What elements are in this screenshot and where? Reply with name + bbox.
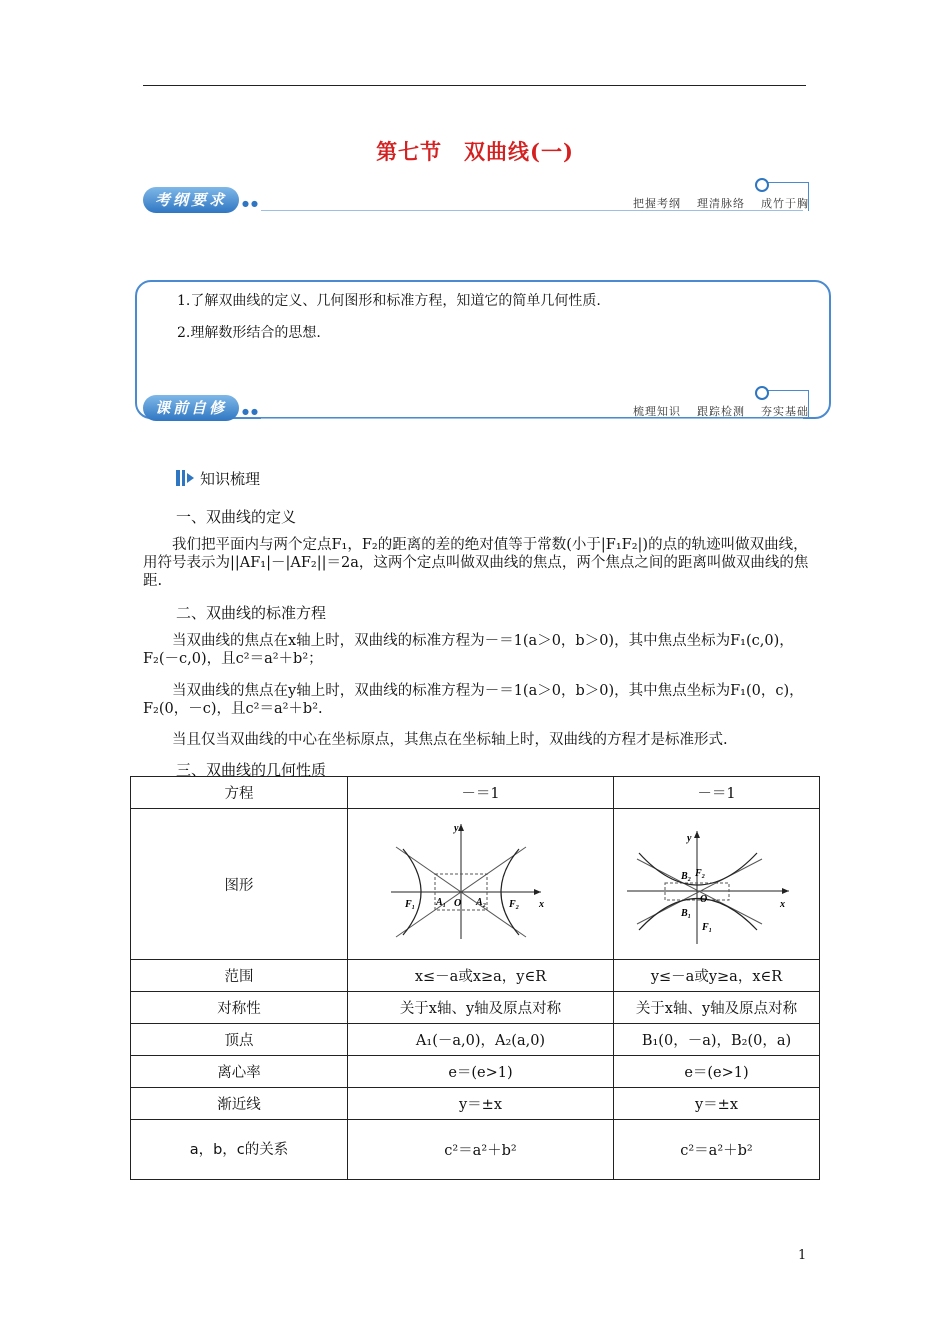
table-row	[131, 960, 820, 992]
point-label: F₂	[508, 899, 519, 910]
page-title: 第七节 双曲线(一)	[376, 139, 574, 164]
header-rule	[143, 85, 806, 86]
table-row	[131, 1120, 820, 1180]
table-cell: e＝(e>1)	[348, 1056, 614, 1088]
point-label: F₂	[694, 868, 705, 879]
section-label-text: 知识梳理	[200, 470, 261, 488]
table-cell: c²＝a²＋b²	[348, 1120, 614, 1180]
table-row	[131, 809, 820, 960]
circle-icon	[755, 386, 769, 400]
heading-properties: 三、双曲线的几何性质	[176, 761, 327, 779]
banner-preclass	[143, 395, 811, 421]
point-label: O	[453, 898, 461, 909]
banner-links	[617, 403, 809, 419]
table-cell: e＝(e>1)	[614, 1056, 820, 1088]
axis-label: y	[686, 833, 691, 844]
point-label: A₂	[475, 897, 486, 908]
table-cell: a，b，c的关系	[131, 1120, 348, 1180]
table-cell: 图形	[131, 809, 348, 960]
table-row	[131, 777, 820, 809]
hyperbola-horizontal-figure	[381, 819, 581, 949]
point-label: O	[699, 894, 707, 905]
table-cell: y＝±x	[348, 1088, 614, 1120]
table-cell: A₁(－a,0)，A₂(a,0)	[348, 1024, 614, 1056]
paragraph-definition: 我们把平面内与两个定点F₁，F₂的距离的差的绝对值等于常数(小于|F₁F₂|)的点的轨迹叫做双曲线，用符号表示为||AF₁|－|AF₂||＝2a，这两个定点叫做双曲线的焦点，两个焦点之间的距离叫做双曲线的焦距.	[143, 537, 809, 589]
banner-link: 成竹于胸	[761, 197, 809, 210]
table-cell: 渐近线	[131, 1088, 348, 1120]
table-cell: B₁(0，－a)，B₂(0，a)	[614, 1024, 820, 1056]
heading-definition: 一、双曲线的定义	[176, 508, 297, 526]
banner-exam-requirements	[143, 187, 811, 213]
page-number: 1	[798, 1248, 807, 1263]
point-label: F₁	[701, 922, 712, 933]
banner-link: 跟踪检测	[697, 405, 745, 418]
banner-link: 把握考纲	[633, 197, 681, 210]
point-label: A₁	[435, 897, 446, 908]
banner-link: 夯实基础	[761, 405, 809, 418]
table-row	[131, 992, 820, 1024]
requirement-item: 1.了解双曲线的定义、几何图形和标准方程，知道它的简单几何性质.	[177, 293, 601, 309]
table-cell: 顶点	[131, 1024, 348, 1056]
table-cell: 关于x轴、y轴及原点对称	[614, 992, 820, 1024]
table-cell: y＝±x	[614, 1088, 820, 1120]
table-cell: －＝1	[614, 777, 820, 809]
hyperbola-vertical-figure	[617, 819, 817, 949]
banner-link: 理清脉络	[697, 197, 745, 210]
axis-label: x	[779, 899, 785, 910]
paragraph-x-axis: 当双曲线的焦点在x轴上时，双曲线的标准方程为－＝1(a＞0，b＞0)，其中焦点坐标为F₁(c,0)，F₂(－c,0)，且c²＝a²＋b²；	[143, 633, 794, 667]
banner-link: 梳理知识	[633, 405, 681, 418]
table-cell: 关于x轴、y轴及原点对称	[348, 992, 614, 1024]
point-label: B₂	[680, 871, 691, 882]
point-label: F₁	[404, 899, 415, 910]
banner-tag: 课前自修	[143, 395, 239, 421]
table-cell: 对称性	[131, 992, 348, 1024]
dots-icon: ●●	[242, 199, 260, 208]
figure-cell-horizontal	[348, 809, 614, 960]
table-row	[131, 1024, 820, 1056]
section-marker-icon	[176, 469, 194, 487]
table-cell: c²＝a²＋b²	[614, 1120, 820, 1180]
properties-table	[130, 776, 820, 1180]
point-label: B₁	[680, 908, 691, 919]
axis-label: x	[538, 899, 544, 910]
section-label	[176, 468, 260, 489]
banner-links	[617, 195, 809, 211]
table-cell: y≤－a或y≥a，x∈R	[614, 960, 820, 992]
table-cell: 离心率	[131, 1056, 348, 1088]
axis-label: y	[453, 823, 458, 834]
banner-tag: 考纲要求	[143, 187, 239, 213]
dots-icon: ●●	[242, 407, 260, 416]
table-cell: 方程	[131, 777, 348, 809]
paragraph-y-axis: 当双曲线的焦点在y轴上时，双曲线的标准方程为－＝1(a＞0，b＞0)，其中焦点坐标为F₁(0，c)，F₂(0，－c)，且c²＝a²＋b².	[143, 683, 804, 717]
figure-cell-vertical	[614, 809, 820, 960]
requirement-item: 2.理解数形结合的思想.	[177, 325, 321, 341]
heading-standard-equation: 二、双曲线的标准方程	[176, 604, 327, 622]
table-row	[131, 1056, 820, 1088]
paragraph-standard-form: 当且仅当双曲线的中心在坐标原点，其焦点在坐标轴上时，双曲线的方程才是标准形式.	[172, 732, 728, 748]
table-cell: 范围	[131, 960, 348, 992]
circle-icon	[755, 178, 769, 192]
table-row	[131, 1088, 820, 1120]
table-cell: x≤－a或x≥a，y∈R	[348, 960, 614, 992]
table-cell: －＝1	[348, 777, 614, 809]
